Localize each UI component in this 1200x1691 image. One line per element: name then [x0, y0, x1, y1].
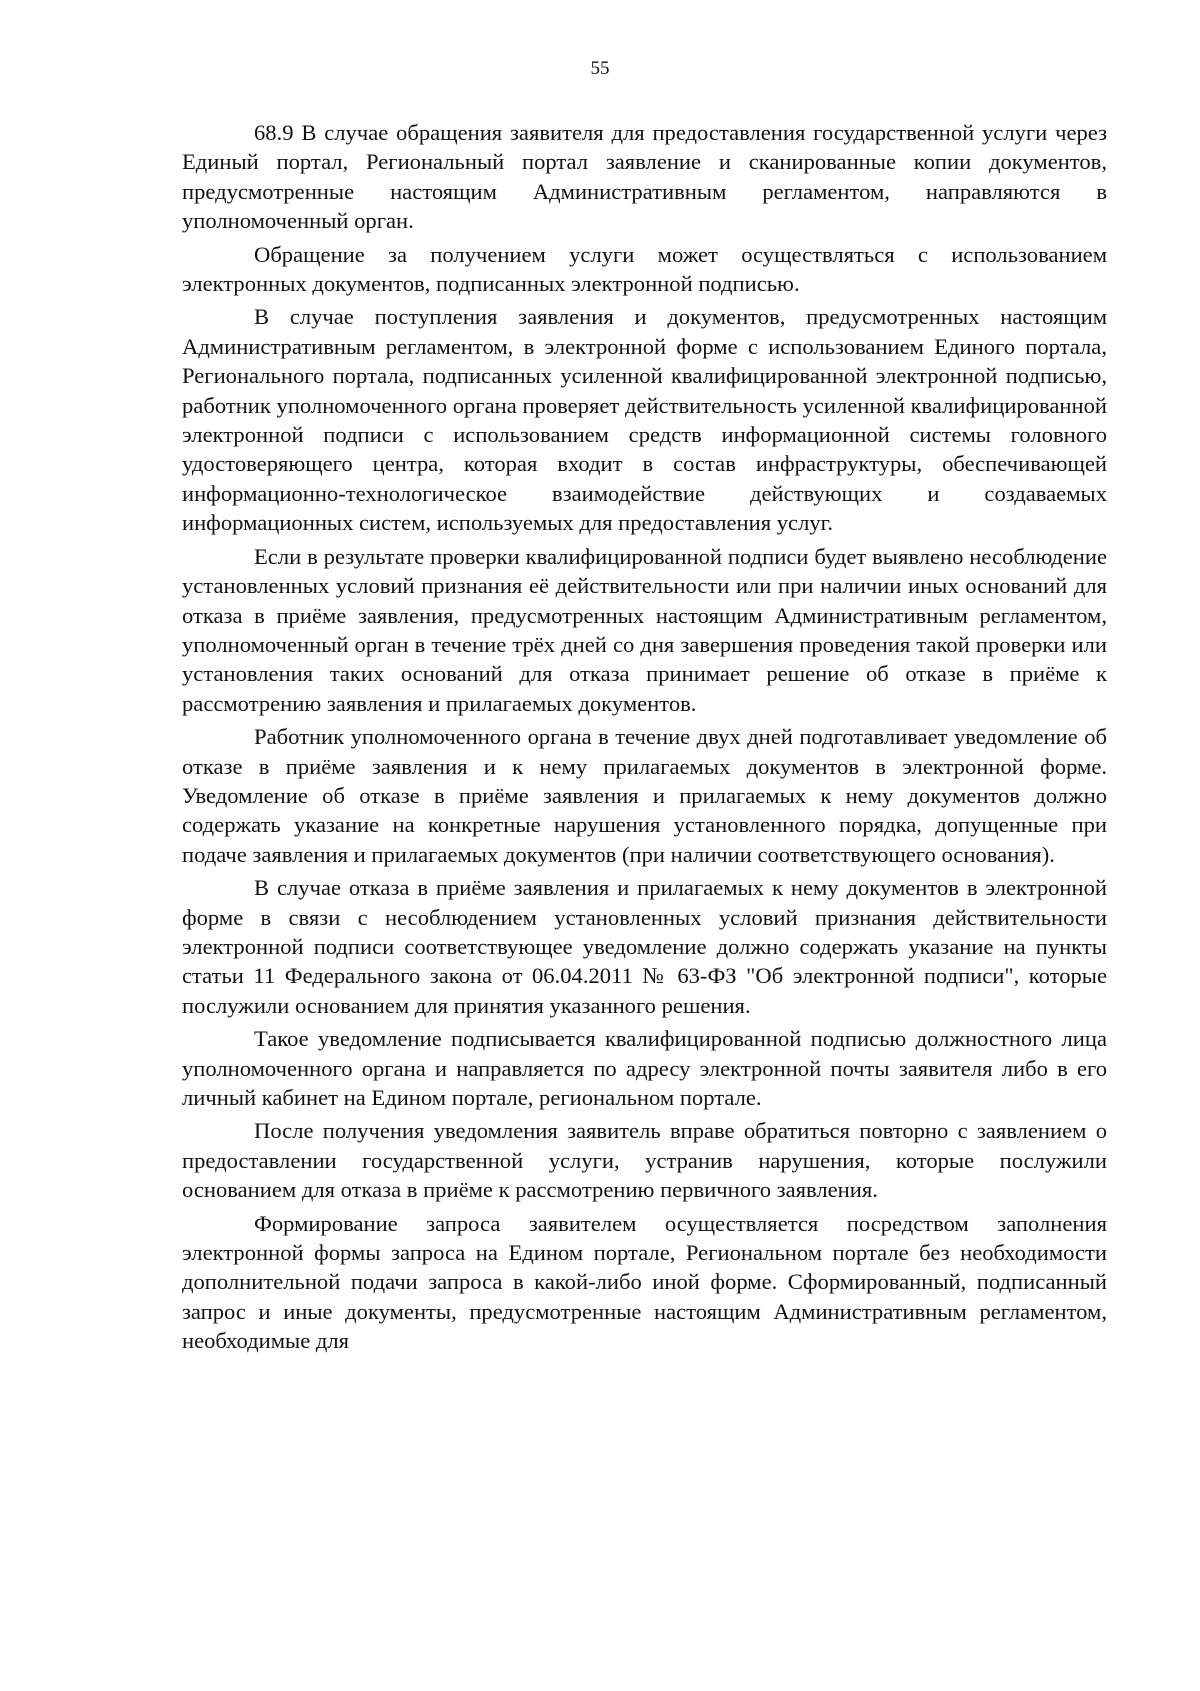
paragraph-refusal-law: В случае отказа в приёме заявления и прилагаемых к нему документов в электронной форме в связи с несоблюдением установленных условий признания действительности электронной подписи соответствующее уведомление должно содержать указание на пункты статьи 11 Федерального закона от 06.04.2011 № 63-ФЗ "Об электронной подписи", которые послужили основанием для принятия указанного решения.: [182, 875, 1107, 1018]
paragraph-refusal-notice: Работник уполномоченного органа в течение двух дней подготавливает уведомление об отказе в приёме заявления и к нему прилагаемых документов в электронной форме. Уведомление об отказе в приёме заявления и прилагаемых к нему документов должно содержать указание на конкретные нарушения установленного порядка, допущенные при подаче заявления и прилагаемых документов (при наличии соответствующего основания).: [182, 724, 1107, 867]
page-number: 55: [590, 58, 610, 79]
document-body: [182, 118, 1107, 1356]
paragraph-signature-check: В случае поступления заявления и документов, предусмотренных настоящим Административным регламентом, в электронной форме с использованием Единого портала, Регионального портала, подписанных усиленной квалифицированной электронной подписью, работник уполномоченного органа проверяет действительность усиленной квалифицированной электронной подписи с использованием средств информационной системы головного удостоверяющего центра, которая входит в состав инфраструктуры, обеспечивающей информационно-технологическое взаимодействие действующих и создаваемых информационных систем, используемых для предоставления услуг.: [182, 304, 1107, 536]
paragraph-request-forming: Формирование запроса заявителем осуществляется посредством заполнения электронной формы запроса на Едином портале, Региональном портале без необходимости дополнительной подачи запроса в какой-либо иной форме. Сформированный, подписанный запрос и иные документы, предусмотренные настоящим Административным регламентом, необходимые для: [182, 1210, 1107, 1354]
paragraph-repeat-request: После получения уведомления заявитель вправе обратиться повторно с заявлением о предоставлении государственной услуги, устранив нарушения, которые послужили основанием для отказа в приёме к рассмотрению первичного заявления.: [182, 1118, 1107, 1203]
paragraph-electronic-docs: Обращение за получением услуги может осуществляться с использованием электронных документов, подписанных электронной подписью.: [182, 241, 1107, 297]
paragraph-notice-signing: Такое уведомление подписывается квалифицированной подписью должностного лица уполномоченного органа и направляется по адресу электронной почты заявителя либо в его личный кабинет на Едином портале, региональном портале.: [182, 1026, 1107, 1110]
paragraph-68-9: 68.9 В случае обращения заявителя для предоставления государственной услуги через Единый портал, Региональный портал заявление и сканированные копии документов, предусмотренные настоящим Административным регламентом, направляются в уполномоченный орган.: [182, 120, 1107, 234]
paragraph-check-result: Если в результате проверки квалифицированной подписи будет выявлено несоблюдение установленных условий признания её действительности или при наличии иных оснований для отказа в приёме заявления, предусмотренных настоящим Административным регламентом, уполномоченный орган в течение трёх дней со дня завершения проведения такой проверки или установления таких оснований для отказа принимает решение об отказе в приёме к рассмотрению заявления и прилагаемых документов.: [182, 543, 1107, 716]
